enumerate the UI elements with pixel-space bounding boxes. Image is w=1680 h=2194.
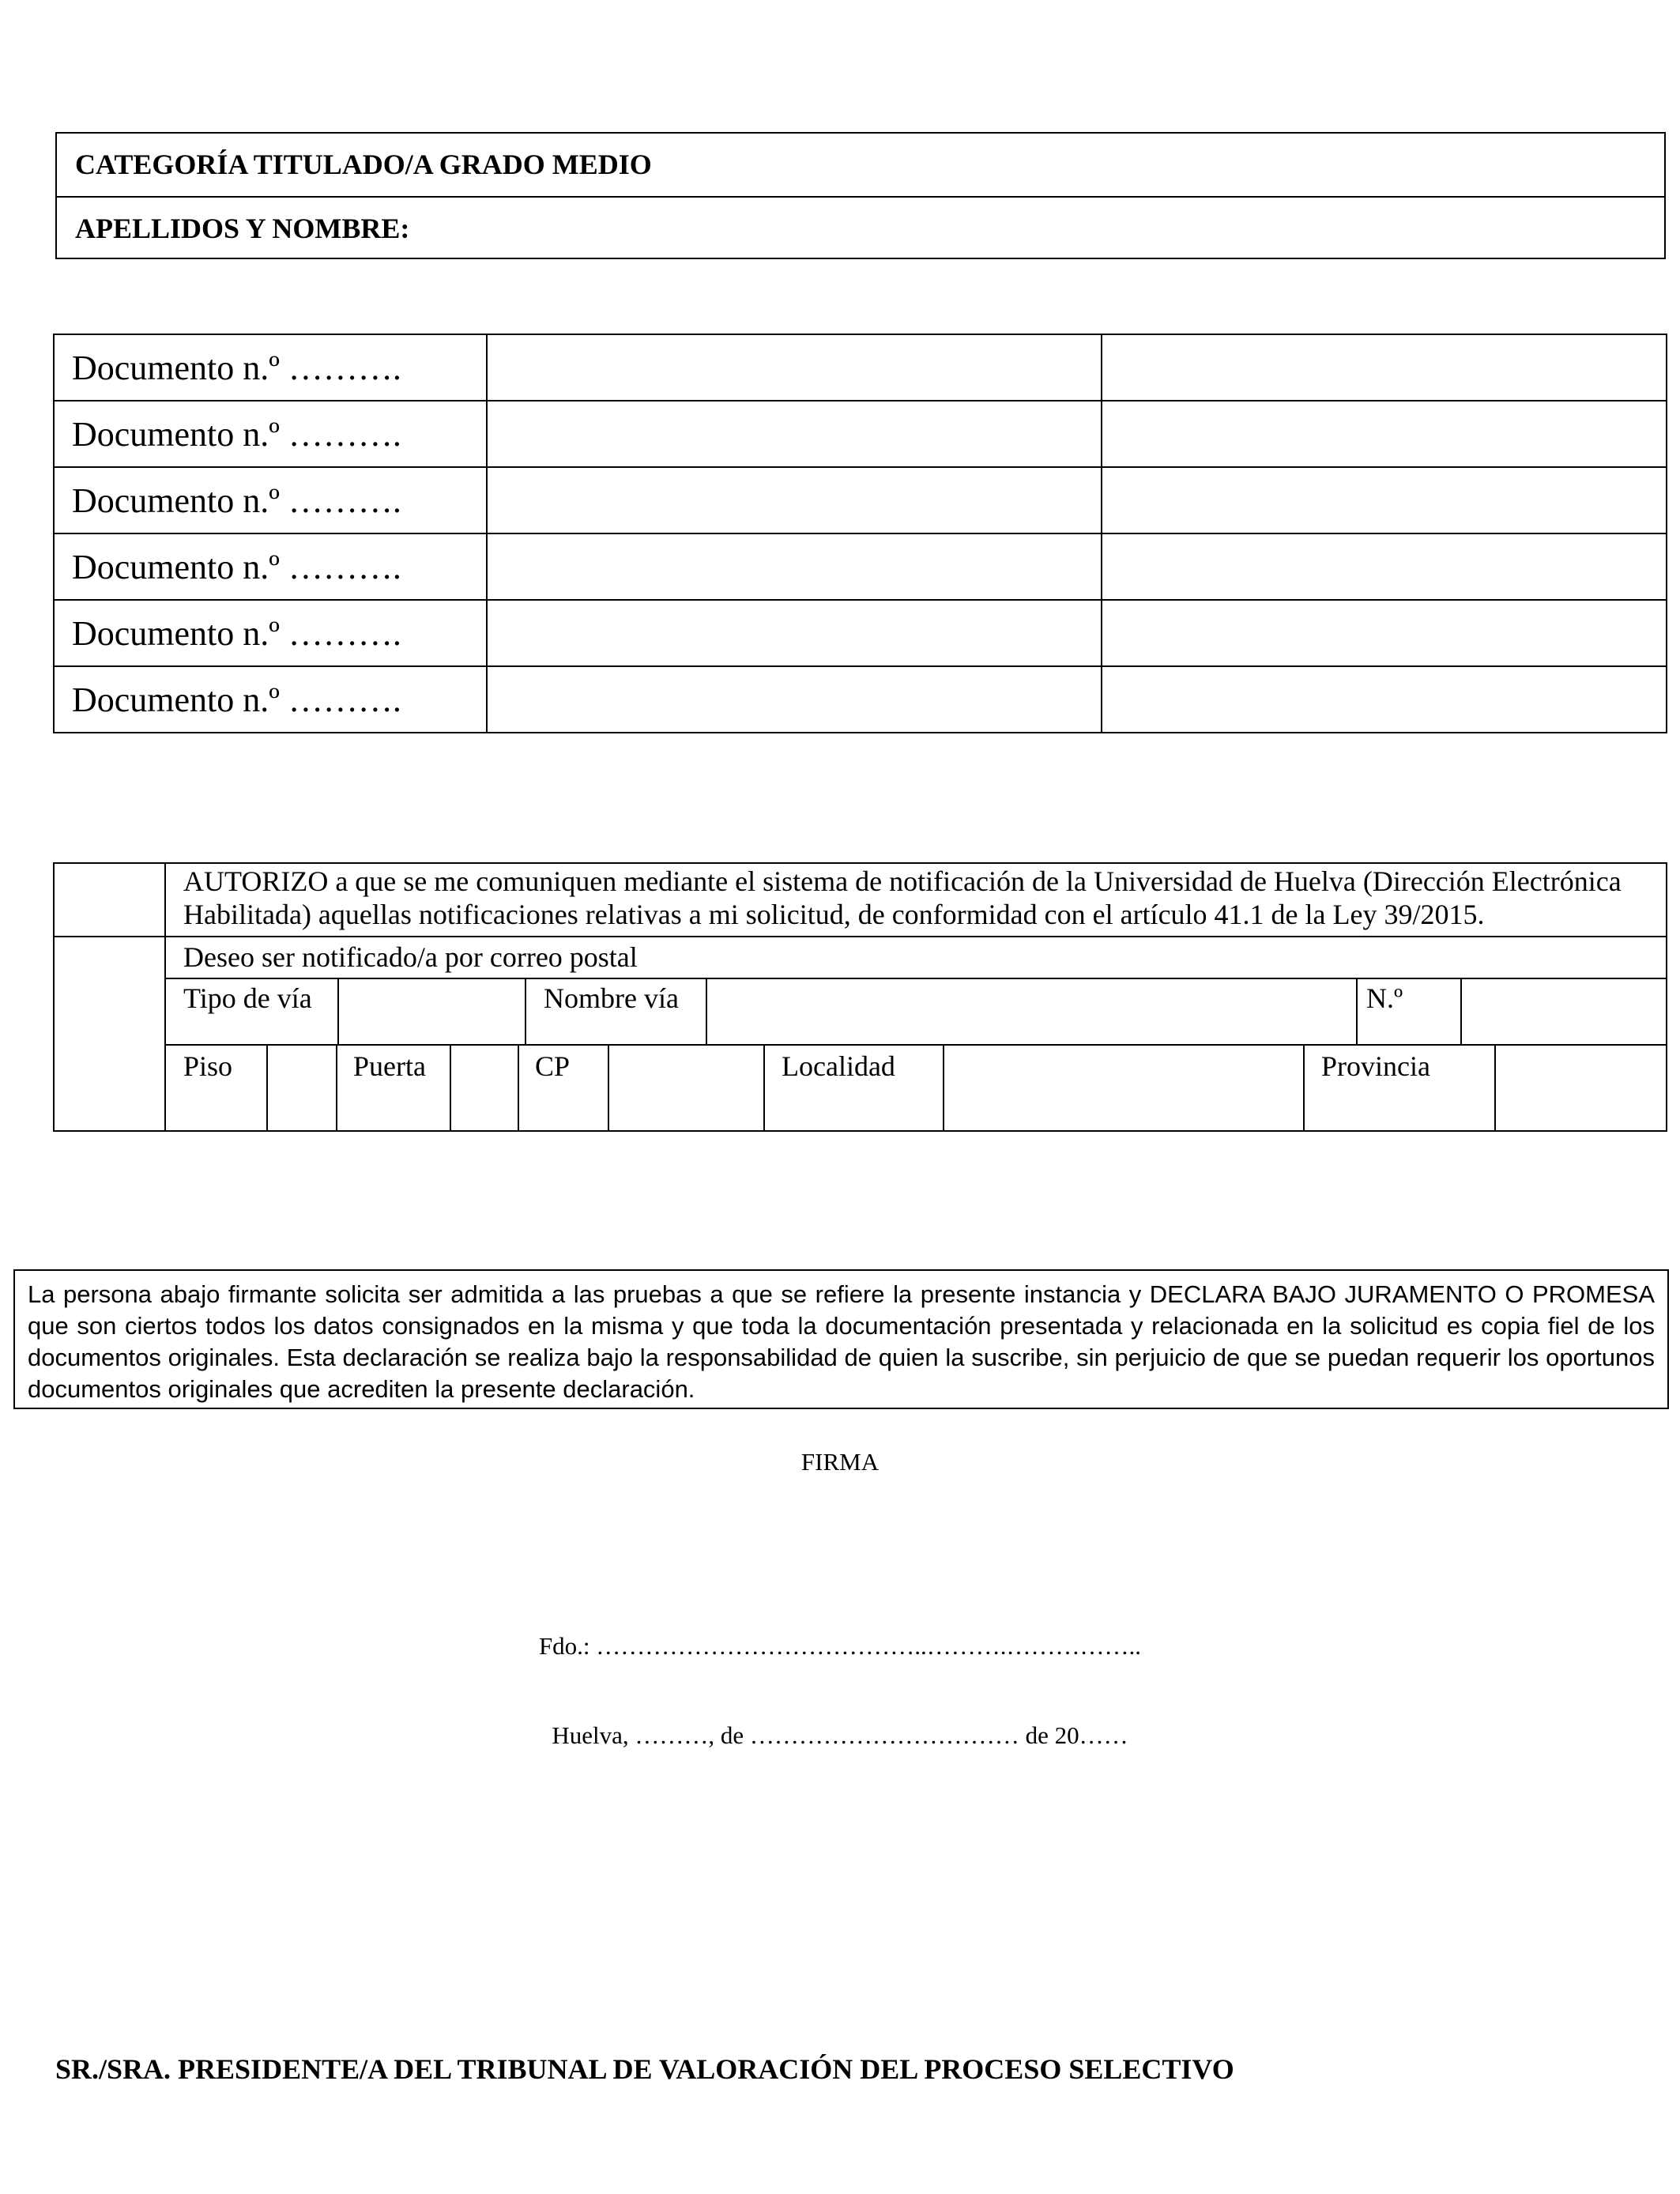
document-field[interactable] [1102,401,1667,467]
authorize-text-line2: Habilitada) aquellas notificaciones relativas a mi solicitud, de conformidad con el artículo 41.1 de la Ley 39/2015. [183,899,1485,930]
document-field[interactable] [1102,467,1667,533]
document-field[interactable] [487,467,1102,533]
document-field[interactable] [487,600,1102,666]
puerta-label: Puerta [353,1050,426,1082]
document-field[interactable] [1102,533,1667,600]
table-row [54,533,1667,600]
document-field[interactable] [487,334,1102,401]
postal-checkbox[interactable] [55,937,164,1130]
cp-field[interactable] [609,1046,763,1130]
nombre-via-field[interactable] [707,979,1356,1044]
declaration-text: La persona abajo firmante solicita ser admitida a las pruebas a que se refiere la presente instancia y DECLARA BAJO JURAMENTO O PROMESA que son ciertos todos los datos consignados en la misma y que toda la documentación presentada y relacionada en la solicitud es copia fiel de los documentos originales. Esta declaración se realiza bajo la responsabilidad de quien la suscribe, sin perjuicio de que se puedan requerir los oportunos documentos originales que acrediten la presente declaración. [28,1280,1655,1403]
piso-field[interactable] [268,1046,336,1130]
nombre-via-label: Nombre vía [544,982,679,1014]
authorize-text-line1: AUTORIZO a que se me comuniquen mediante el sistema de notificación de la Universidad de Huelva (Dirección Electrónica [183,865,1622,897]
declaration-box [13,1269,1669,1409]
document-number-cell: Documento n.º ………. [54,467,487,533]
localidad-field[interactable] [944,1046,1303,1130]
table-row [54,600,1667,666]
piso-label: Piso [183,1050,233,1082]
notification-box [53,862,1667,1132]
addressee-title: SR./SRA. PRESIDENTE/A DEL TRIBUNAL DE VALORACIÓN DEL PROCESO SELECTIVO [55,2053,1234,2085]
localidad-label: Localidad [782,1050,895,1082]
signature-label: FIRMA [800,1448,880,1476]
document-number-cell: Documento n.º ………. [54,401,487,467]
table-row [54,401,1667,467]
documents-table [53,334,1667,733]
header-box [55,132,1666,259]
cp-label: CP [535,1050,571,1082]
category-label: CATEGORÍA TITULADO/A GRADO MEDIO [75,149,652,180]
document-number-cell: Documento n.º ………. [54,334,487,401]
document-field[interactable] [1102,600,1667,666]
document-field[interactable] [1102,334,1667,401]
numero-field[interactable] [1462,979,1666,1044]
signed-by-line[interactable]: Fdo.: …………………………………..……….…………….. [538,1632,1142,1660]
postal-label: Deseo ser notificado/a por correo postal [183,941,638,973]
tipo-via-field[interactable] [339,979,525,1044]
table-row [54,666,1667,733]
applicant-name-field[interactable]: APELLIDOS Y NOMBRE: [57,196,1664,258]
document-field[interactable] [487,533,1102,600]
place-date-line[interactable]: Huelva, ………, de …………………………… de 20…… [552,1721,1128,1749]
document-number-cell: Documento n.º ………. [54,533,487,600]
document-number-cell: Documento n.º ………. [54,600,487,666]
table-row [54,467,1667,533]
provincia-label: Provincia [1321,1050,1430,1082]
authorize-checkbox[interactable] [55,864,164,936]
provincia-field[interactable] [1496,1046,1666,1130]
document-number-cell: Documento n.º ………. [54,666,487,733]
table-row [54,334,1667,401]
puerta-field[interactable] [451,1046,518,1130]
document-field[interactable] [487,666,1102,733]
numero-label: N.º [1366,982,1403,1014]
document-field[interactable] [487,401,1102,467]
tipo-via-label: Tipo de vía [183,982,312,1014]
document-field[interactable] [1102,666,1667,733]
